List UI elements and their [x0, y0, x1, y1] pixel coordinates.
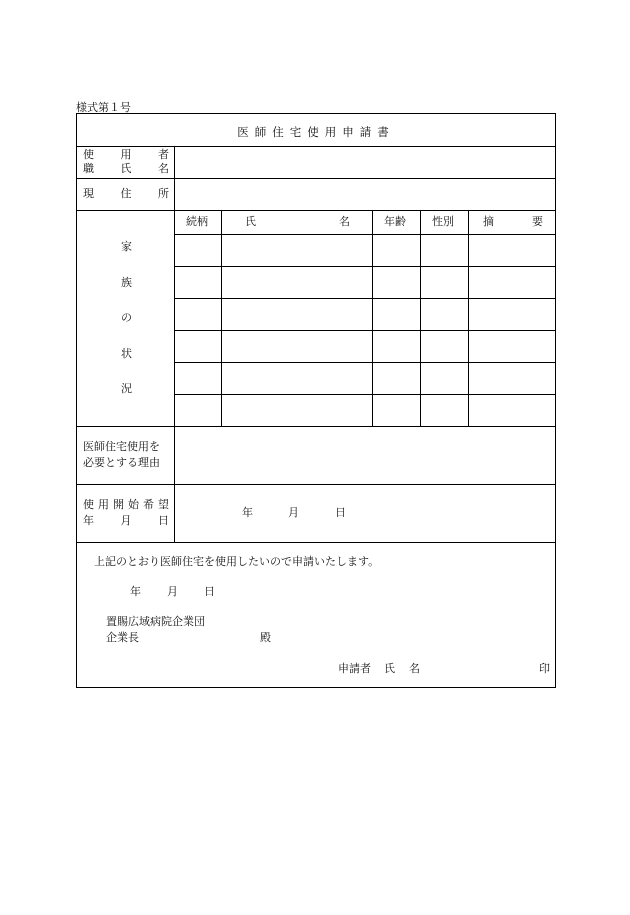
start-date-day: 日 [335, 506, 346, 519]
applicant-label: 申請者 [338, 662, 371, 675]
user-label-line2: 職 氏 名 [83, 162, 169, 175]
family-label-char: 家 [121, 240, 132, 253]
statement: 上記のとおり医師住宅を使用したいので申請いたします。 [94, 555, 380, 568]
family-col-rule [221, 210, 222, 426]
form-number: 様式第１号 [76, 101, 131, 114]
apply-date-day: 日 [204, 585, 215, 598]
applicant-name-2: 名 [409, 662, 420, 675]
family-col-rule [468, 210, 469, 426]
family-rule [174, 298, 555, 299]
apply-date-month: 月 [167, 585, 178, 598]
header-age: 年齢 [384, 215, 406, 228]
family-rule [174, 234, 555, 235]
start-date-month: 月 [288, 506, 299, 519]
header-remarks-2: 要 [532, 215, 543, 228]
label-divider [174, 146, 175, 542]
header-name-2: 名 [339, 215, 350, 228]
user-label-line1: 使 用 者 [83, 148, 169, 161]
family-rule [174, 394, 555, 395]
addressee-org: 置賜広域病院企業団 [106, 615, 205, 628]
family-label-char: の [121, 311, 132, 324]
header-remarks-1: 摘 [483, 215, 494, 228]
address-label: 現 住 所 [83, 187, 169, 200]
application-form [76, 113, 556, 688]
applicant-name-1: 氏 [384, 662, 395, 675]
start-label-line2: 年 月 日 [83, 514, 169, 527]
rule [77, 542, 555, 543]
reason-label-line1: 医師住宅使用を [83, 440, 160, 453]
honorific: 殿 [260, 631, 271, 644]
seal-mark: 印 [539, 662, 550, 675]
header-relation: 続柄 [186, 215, 208, 228]
rule [77, 484, 555, 485]
apply-date-year: 年 [130, 585, 141, 598]
rule [77, 426, 555, 427]
start-date-year: 年 [242, 506, 253, 519]
reason-label-line2: 必要とする理由 [83, 456, 160, 469]
family-rule [174, 362, 555, 363]
family-label-char: 状 [121, 347, 132, 360]
form-title: 医師住宅使用申請書 [237, 125, 395, 139]
start-label-line1: 使 用 開 始 希 望 [83, 498, 169, 511]
family-label-char: 況 [121, 382, 132, 395]
rule [77, 146, 555, 147]
addressee-title: 企業長 [106, 631, 139, 644]
family-rule [174, 330, 555, 331]
family-col-rule [372, 210, 373, 426]
family-col-rule [420, 210, 421, 426]
header-sex: 性別 [432, 215, 454, 228]
family-rule [174, 266, 555, 267]
family-label-char: 族 [121, 276, 132, 289]
header-name-1: 氏 [245, 215, 256, 228]
rule [77, 178, 555, 179]
rule [77, 210, 555, 211]
